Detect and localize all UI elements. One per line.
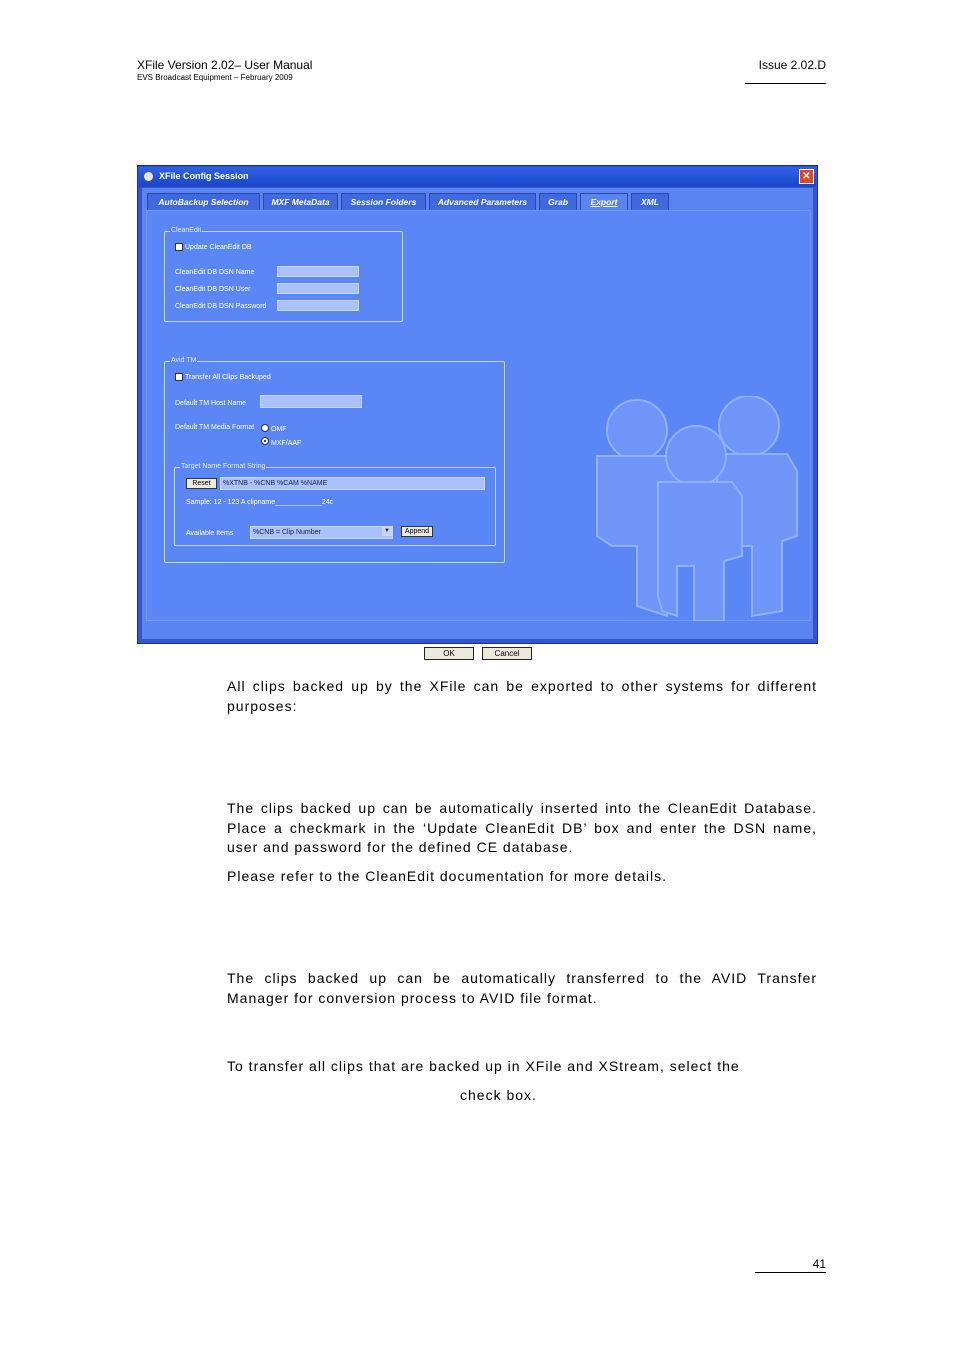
avid-text: The clips backed up can be automatically transferred to the AVID Transfer Manager for conversion process to AVID file format.	[227, 970, 817, 1006]
checkbox-text: check box.	[460, 1087, 537, 1103]
export-panel	[146, 210, 811, 621]
header-rule	[745, 83, 826, 84]
tab-grab[interactable]: Grab	[539, 193, 577, 210]
page-number: 41	[812, 1257, 826, 1271]
dsn-password-label: CleanEdit DB DSN Password	[175, 303, 267, 310]
tm-media-format-label: Default TM Media Format	[175, 424, 255, 431]
available-items-select[interactable]	[250, 526, 393, 539]
dialog-titlebar	[139, 167, 816, 187]
avid-tm-group-label: Avid TM	[171, 357, 197, 364]
manual-subtitle: EVS Broadcast Equipment – February 2009	[137, 73, 293, 82]
dialog-title: XFile Config Session	[159, 171, 249, 181]
transfer-all-clips-checkbox[interactable]	[175, 373, 183, 381]
format-string-input[interactable]: %XTNB - %CNB %CAM %NAME	[220, 477, 485, 490]
checkbox-paragraph	[460, 1086, 660, 1106]
cleanedit-group	[164, 227, 403, 322]
available-items-value: %CNB = Clip Number	[253, 529, 321, 536]
intro-text: All clips backed up by the XFile can be exported to other systems for different purposes:	[227, 678, 817, 714]
dsn-password-input[interactable]	[277, 300, 359, 311]
update-cleanedit-label: Update CleanEdit DB	[185, 244, 252, 251]
dsn-user-label: CleanEdit DB DSN User	[175, 286, 251, 293]
dsn-user-input[interactable]	[277, 283, 359, 294]
sample-text: Sample: 12 - 123 A clipname____________24c	[186, 499, 334, 506]
cancel-button[interactable]: Cancel	[482, 647, 532, 660]
issue-number: Issue 2.02.D	[758, 58, 826, 72]
manual-title: XFile Version 2.02– User Manual	[137, 58, 313, 72]
page-header	[137, 58, 312, 83]
target-name-group	[174, 463, 496, 546]
cleanedit-refer-paragraph	[227, 867, 817, 887]
target-name-group-label: Target Name Format String	[181, 463, 266, 470]
tab-export[interactable]: Export	[580, 193, 628, 210]
close-button[interactable]: ✕	[799, 169, 814, 184]
tm-host-input[interactable]	[260, 395, 362, 408]
transfer-text: To transfer all clips that are backed up in XFile and XStream, select the	[227, 1058, 740, 1074]
cleanedit-paragraph	[227, 799, 817, 858]
dialog-body	[142, 188, 813, 658]
footer-rule	[755, 1272, 826, 1273]
reset-button[interactable]: Reset	[186, 478, 217, 489]
dsn-name-label: CleanEdit DB DSN Name	[175, 269, 255, 276]
ok-button[interactable]: OK	[424, 647, 474, 660]
cleanedit-group-label: CleanEdit	[171, 227, 202, 234]
available-items-label: Available Items	[186, 530, 234, 537]
tab-advanced-parameters[interactable]: Advanced Parameters	[429, 193, 536, 210]
intro-paragraph	[227, 677, 817, 716]
transfer-paragraph	[227, 1057, 817, 1077]
append-button[interactable]: Append	[401, 526, 433, 537]
dsn-name-input[interactable]	[277, 266, 359, 277]
mxf-aaf-radio[interactable]	[261, 437, 269, 445]
avid-paragraph	[227, 969, 817, 1008]
chevron-down-icon[interactable]: ▼	[382, 527, 392, 536]
transfer-all-clips-label: Transfer All Clips Backuped	[185, 374, 271, 381]
tab-mxf-metadata[interactable]: MXF MetaData	[263, 193, 338, 210]
avid-tm-group	[164, 357, 505, 563]
people-illustration-icon	[592, 396, 807, 621]
app-icon	[143, 171, 154, 182]
cleanedit-refer-text: Please refer to the CleanEdit documentation for more details.	[227, 868, 667, 884]
omf-radio[interactable]	[261, 424, 269, 432]
tab-session-folders[interactable]: Session Folders	[341, 193, 426, 210]
tab-autobackup-selection[interactable]: AutoBackup Selection	[147, 193, 260, 210]
update-cleanedit-checkbox[interactable]	[175, 243, 183, 251]
config-session-dialog	[137, 165, 818, 658]
tm-host-label: Default TM Host Name	[175, 400, 247, 407]
tab-xml[interactable]: XML	[631, 193, 669, 210]
cleanedit-text: The clips backed up can be automatically inserted into the CleanEdit Database. Place a checkmark in the ‘Update CleanEdit DB’ box and enter the DSN name, user and password for the defined CE database.	[227, 800, 817, 855]
omf-label: OMF	[271, 426, 287, 433]
mxf-aaf-label: MXF/AAF	[271, 440, 302, 447]
